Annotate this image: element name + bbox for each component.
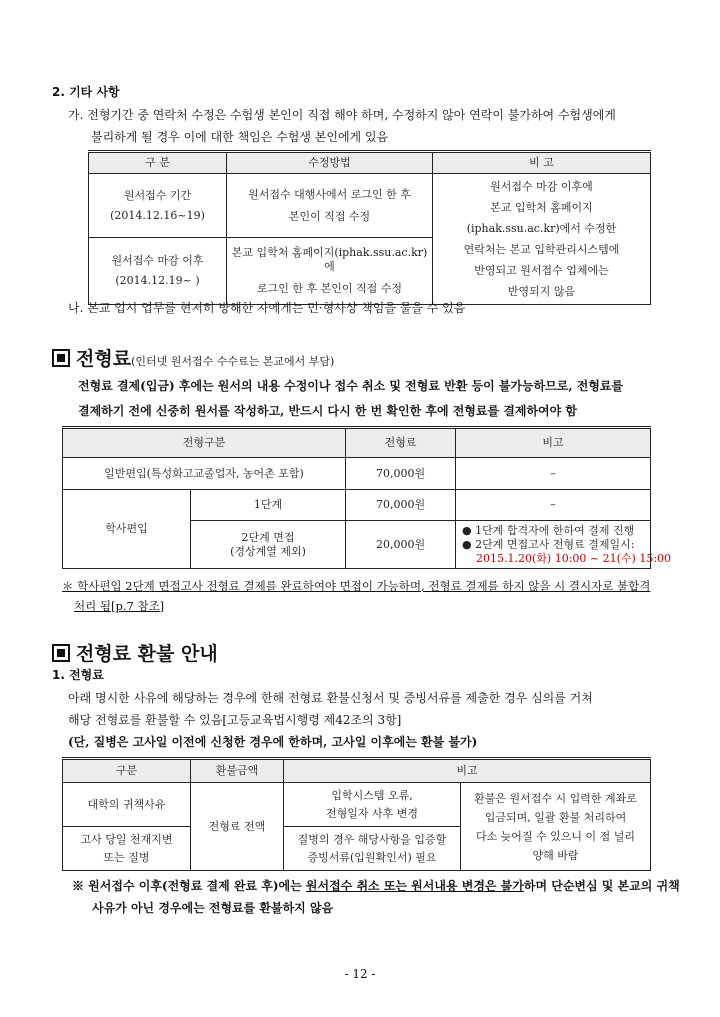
footnote-underlined: 원서접수 취소 또는 원서내용 변경은 불가 [305, 879, 524, 893]
table-cell [227, 238, 433, 305]
cell-line: 2단계 면접 [241, 530, 295, 544]
fee-section-title [52, 344, 334, 371]
fee-subtitle: (인터넷 원서접수 수수료는 본교에서 부담) [131, 355, 335, 368]
table-cell [89, 238, 227, 305]
table-cell: 70,000원 [346, 458, 456, 490]
refund-line3: (단, 질병은 고사일 이전에 신청한 경우에 한하며, 고사일 이후에는 환불 불가) [68, 735, 478, 749]
cell-line: 원서접수 마감 이후 [111, 254, 204, 268]
table-cell [191, 521, 346, 569]
cell-line: 로그인 한 후 본인이 직접 수정 [257, 282, 402, 296]
cell-line: 연락처는 본교 입학관리시스템에 [463, 243, 620, 256]
cell-line: 질병의 경우 해당사항을 입증할 [297, 832, 447, 846]
cell-line: 원서접수 마감 이후에 [490, 180, 593, 193]
table-cell: 일반편입(특성화고교졸업자, 농어촌 포함) [63, 458, 346, 490]
cell-line: (경상계열 제외) [230, 544, 306, 558]
paragraph-na: 나. 본교 입시 업무를 현저히 방해한 자에게는 민·형사상 책임을 물을 수 있음 [68, 301, 466, 315]
table-cell-note [456, 521, 672, 569]
fee-table [62, 426, 672, 569]
table-cell [63, 827, 191, 871]
refund-sub-heading: 1. 전형료 [52, 668, 104, 682]
cell-line: 본교 입학처 홈페이지(iphak.ssu.ac.kr)에 [231, 246, 428, 274]
table-cell: 전형료 전액 [191, 783, 284, 871]
contact-edit-table [88, 150, 651, 305]
cell-line: 반영되지 않음 [507, 285, 576, 298]
table-cell-note [461, 783, 651, 871]
table-cell: 70,000원 [346, 490, 456, 521]
refund-table [62, 757, 651, 871]
table-header: 비고 [284, 759, 651, 783]
table-cell [227, 174, 433, 238]
cell-line: 반영되고 원서접수 업체에는 [474, 264, 609, 277]
cell-line: (2014.12.16~19) [110, 208, 205, 222]
fee-footnote-line2: 처리 됨[p.7 참조] [74, 599, 165, 613]
cell-line: 또는 질병 [103, 850, 150, 864]
paragraph-ga-line1: 가. 전형기간 중 연락처 수정은 수험생 본인이 직접 해야 하며, 수정하지 않아 연락이 불가하여 수험생에게 [68, 108, 616, 122]
table-cell: – [456, 490, 651, 521]
footnote-text: ※ 원서접수 이후(전형료 결제 완료 후)에는 [72, 879, 306, 893]
table-cell: 1단계 [191, 490, 346, 521]
fee-title-text: 전형료 [76, 348, 132, 370]
square-bullet-icon [52, 644, 70, 662]
bullet-line: ● 2단계 면접고사 전형료 결제일시: [462, 537, 635, 551]
table-header: 전형료 [346, 428, 456, 458]
table-cell: 20,000원 [346, 521, 456, 569]
bullet-line: ● 1단계 합격자에 한하여 결제 진행 [462, 523, 635, 537]
page-number: - 12 - [344, 967, 376, 981]
cell-line: 전형일자 사후 변경 [325, 806, 418, 820]
cell-line: 양해 바람 [532, 848, 579, 862]
cell-line: 입학시스템 오류, [331, 788, 413, 802]
refund-line2: 해당 전형료를 환불할 수 있음[고등교육법시행령 제42조의 3항] [68, 713, 402, 727]
cell-text: 1단계 합격자에 한하여 결제 진행 [475, 523, 635, 537]
table-header: 환불금액 [191, 759, 284, 783]
cell-line: 고사 당일 천재지변 [80, 832, 173, 846]
refund-title-text: 전형료 환불 안내 [76, 643, 218, 665]
cell-line: 환불은 원서접수 시 입력한 계좌로 [474, 791, 637, 805]
refund-line1: 아래 명시한 사유에 해당하는 경우에 한해 전형료 환불신청서 및 증빙서류를 제출한 경우 심의를 거쳐 [68, 691, 593, 705]
refund-section-title [52, 639, 218, 666]
cell-line: 원서접수 기간 [123, 188, 192, 202]
table-cell: 대학의 귀책사유 [63, 783, 191, 827]
fee-warning-line1: 전형료 결제(입금) 후에는 원서의 내용 수정이나 접수 취소 및 전형료 반환 등이 불가능하므로, 전형료를 [78, 379, 624, 393]
table-header: 비 고 [433, 152, 651, 174]
refund-footnote-line1 [72, 878, 680, 894]
fee-warning-line2: 결제하기 전에 신중히 원서를 작성하고, 반드시 다시 한 번 확인한 후에 전형료를 결제하여야 함 [78, 404, 577, 418]
refund-footnote-line2: 사유가 아닌 경우에는 전형료를 환불하지 않음 [92, 901, 334, 915]
table-cell: – [456, 458, 651, 490]
cell-line: 본교 입학처 홈페이지 [490, 201, 593, 214]
table-header: 전형구분 [63, 428, 346, 458]
table-cell-note [433, 174, 651, 305]
paragraph-ga-line2: 불리하게 될 경우 이에 대한 책임은 수험생 본인에게 있음 [91, 130, 389, 144]
table-header: 구 분 [89, 152, 227, 174]
cell-text: 2단계 면접고사 전형료 결제일시: [475, 537, 635, 551]
fee-footnote-line1: ＊ 학사편입 2단계 면접고사 전형료 결제를 완료하여야 면접이 가능하며, 전형료 결제를 하지 않을 시 결시자로 불합격 [62, 579, 651, 593]
table-cell [284, 783, 461, 827]
table-cell [89, 174, 227, 238]
section-heading-other: 2. 기타 사항 [52, 85, 120, 99]
table-header: 수정방법 [227, 152, 433, 174]
table-cell: 학사편입 [63, 490, 191, 569]
cell-line: 본인이 직접 수정 [288, 209, 371, 223]
table-header: 구분 [63, 759, 191, 783]
cell-line: 증빙서류(입원확인서) 필요 [307, 850, 437, 864]
table-header: 비고 [456, 428, 651, 458]
footnote-text: 하며 단순변심 및 본교의 귀책 [523, 879, 680, 893]
cell-line: 원서접수 대행사에서 로그인 한 후 [248, 187, 411, 201]
cell-line: (2014.12.19~ ) [115, 274, 200, 288]
payment-date: 2015.1.20(화) 10:00 ~ 21(수) 15:00 [476, 551, 672, 565]
cell-line: 다소 늦어질 수 있으니 이 점 널리 [475, 829, 636, 843]
cell-line: (iphak.ssu.ac.kr)에서 수정한 [466, 222, 617, 235]
table-cell [284, 827, 461, 871]
square-bullet-icon [52, 349, 70, 367]
cell-line: 입금되며, 일괄 환불 처리하여 [484, 810, 627, 824]
